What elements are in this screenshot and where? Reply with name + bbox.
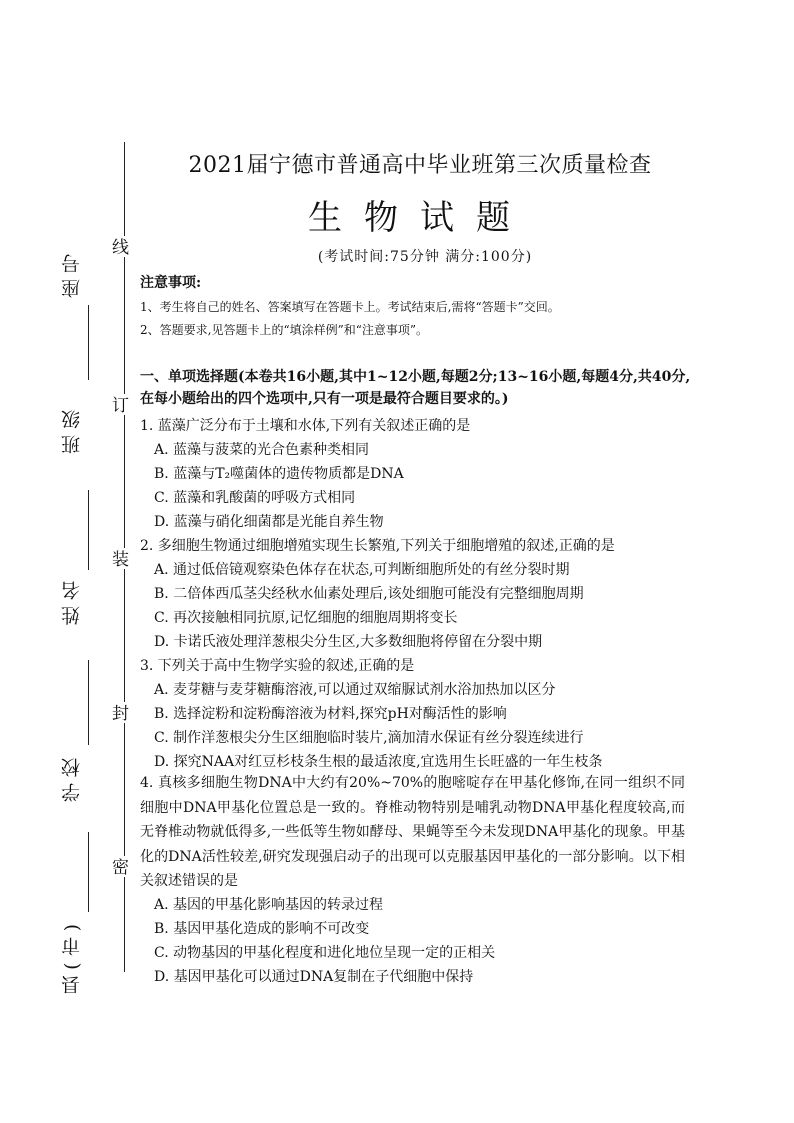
seal-char-mi: 密 (108, 858, 128, 875)
class-blank (88, 490, 89, 570)
subject-title: 生物试题 (308, 198, 532, 238)
question-option: B. 二倍体西瓜茎尖经秋水仙素处理后,该处细胞可能没有完整细胞周期 (154, 586, 584, 602)
note-item: 2、答题要求,见答题卡上的“填涂样例”和“注意事项”。 (140, 323, 428, 337)
question-option: A. 通过低倍镜观察染色体存在状态,可判断细胞所处的有丝分裂时期 (154, 562, 570, 578)
seal-char-feng: 封 (108, 704, 128, 721)
seal-char-ding: 订 (108, 396, 128, 413)
county-label: 县(市) (61, 918, 83, 995)
name-label: 姓名 (61, 575, 83, 625)
seal-char-zhuang: 装 (108, 550, 128, 567)
question-stem: 3. 下列关于高中生物学实验的叙述,正确的是 (140, 658, 415, 674)
question-stem: 4. 真核多细胞生物DNA中大约有20%~70%的胞嘧啶存在甲基化修饰,在同一组织不同细胞中DNA甲基化位置总是一致的。脊椎动物特别是哺乳动物DNA甲基化程度较高,而无脊椎动物就低得多,一些低等生物如酵母、果蝇等至今未发现DNA甲基化的现象。甲基化的DNA活性较差,研究发现强启动子的出现可以克服基因甲基化的一部分影响。以下相关叙述错误的是 (140, 775, 685, 889)
seal-char-xian: 线 (108, 238, 128, 255)
question-option: D. 基因甲基化可以通过DNA复制在子代细胞中保持 (154, 969, 474, 985)
question-option: C. 蓝藻和乳酸菌的呼吸方式相同 (154, 490, 356, 506)
seat-number-blank (88, 305, 89, 380)
question-option: B. 基因甲基化造成的影响不可改变 (154, 921, 370, 937)
school-blank (88, 832, 89, 912)
question-option: C. 制作洋葱根尖分生区细胞临时装片,滴加清水保证有丝分裂连续进行 (154, 730, 584, 746)
question-option: D. 探究NAA对红豆杉枝条生根的最适浓度,宜选用生长旺盛的一年生枝条 (154, 754, 603, 770)
question-option: C. 动物基因的甲基化程度和进化地位呈现一定的正相关 (154, 945, 496, 961)
class-label: 班级 (61, 404, 83, 454)
question-option: D. 卡诺氏液处理洋葱根尖分生区,大多数细胞将停留在分裂中期 (154, 634, 543, 650)
section-heading: 一、单项选择题(本卷共16小题,其中1~12小题,每题2分;13~16小题,每题4分,共40分,在每小题给出的四个选项中,只有一项是最符合题目要求的。) (140, 369, 691, 407)
exam-meta: (考试时间:75分钟 满分:100分) (317, 249, 533, 265)
question-stem: 2. 多细胞生物通过细胞增殖实现生长繁殖,下列关于细胞增殖的叙述,正确的是 (140, 538, 615, 554)
question-option: B. 蓝藻与T₂噬菌体的遗传物质都是DNA (154, 466, 404, 482)
question-option: A. 蓝藻与菠菜的光合色素种类相同 (154, 442, 370, 458)
question-option: B. 选择淀粉和淀粉酶溶液为材料,探究pH对酶活性的影响 (154, 706, 507, 722)
seat-number-label: 座号 (61, 248, 83, 298)
question-option: C. 再次接触相同抗原,记忆细胞的细胞周期将变长 (154, 610, 458, 626)
question-option: A. 基因的甲基化影响基因的转录过程 (154, 897, 384, 913)
notes-heading: 注意事项: (140, 275, 202, 291)
question-option: A. 麦芽糖与麦芽糖酶溶液,可以通过双缩脲试剂水浴加热加以区分 (154, 682, 556, 698)
note-item: 1、考生将自己的姓名、答案填写在答题卡上。考试结束后,需将“答题卡”交回。 (140, 300, 560, 314)
school-label: 学校 (61, 752, 83, 802)
question-option: D. 蓝藻与硝化细菌都是光能自养生物 (154, 514, 384, 530)
question-stem: 1. 蓝藻广泛分布于土壤和水体,下列有关叙述正确的是 (140, 418, 471, 434)
name-blank (88, 660, 89, 745)
exam-title: 2021届宁德市普通高中毕业班第三次质量检查 (188, 153, 652, 178)
